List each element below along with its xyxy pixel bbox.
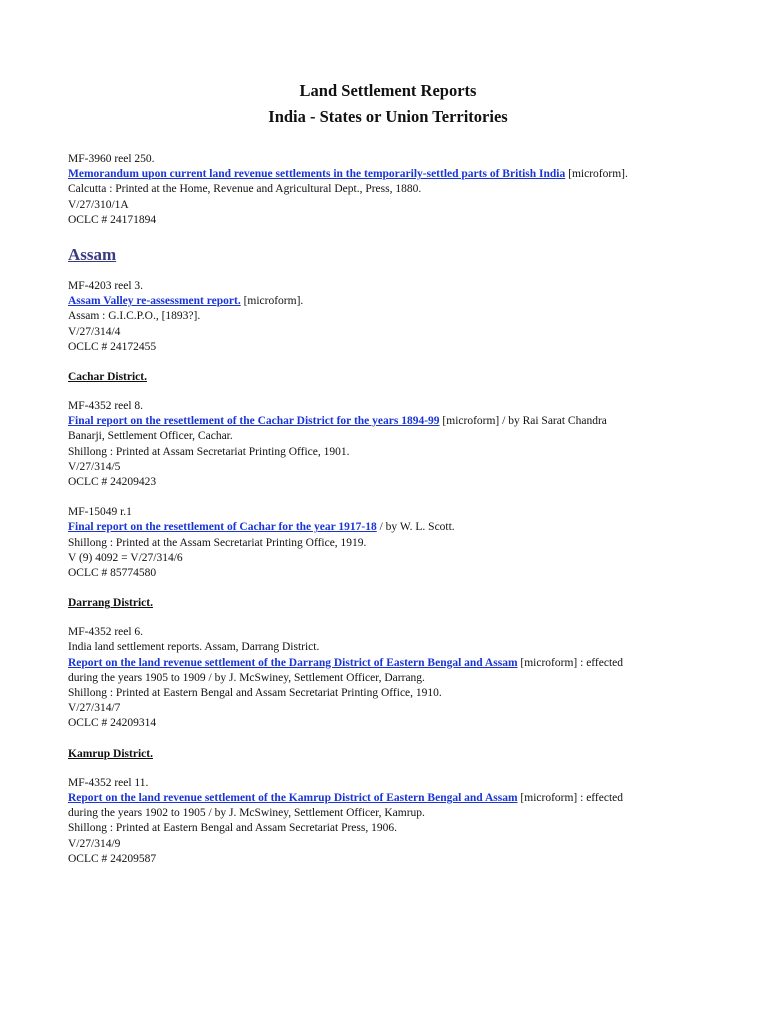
record-title-link[interactable]: Memorandum upon current land revenue settlements in the temporarily-settled parts of British India [68,168,566,181]
subheading-kamrup: Kamrup District. [68,747,153,760]
record-title-link[interactable]: Assam Valley re-assessment report. [68,295,241,308]
shelfmark: V/27/314/7 [68,702,121,715]
page-subtitle: India - States or Union Territories [268,107,508,126]
format-note: / by W. L. Scott. [376,521,455,534]
title-line [68,791,708,806]
shelfmark: V/27/314/4 [68,325,121,338]
call-number: MF-3960 reel 250. [68,153,155,165]
format-note: [microform] / by Rai Sarat Chandra [439,415,607,428]
oclc-number: OCLC # 24209314 [68,717,157,730]
subheading-cachar: Cachar District. [68,371,147,384]
title-line [68,414,708,429]
title-line [68,656,708,671]
shelfmark: V/27/314/5 [68,460,121,473]
call-number: MF-4352 reel 6. [68,626,144,639]
oclc-number: OCLC # 24171894 [68,213,157,226]
record-assam-valley [68,279,708,355]
title-block [68,78,708,130]
title-line [68,520,708,535]
imprint: Shillong : Printed at Eastern Bengal and Assam Secretariat Press, 1906. [68,822,397,835]
title-line [68,167,708,182]
imprint: Shillong : Printed at Eastern Bengal and Assam Secretariat Printing Office, 1910. [68,687,442,700]
title-line [68,294,708,309]
record-darrang [68,625,708,731]
oclc-number: OCLC # 24172455 [68,340,157,353]
title-continuation: Banarji, Settlement Officer, Cachar. [68,430,233,443]
imprint: Assam : G.I.C.P.O., [1893?]. [68,310,201,323]
shelfmark: V (9) 4092 = V/27/314/6 [68,551,183,564]
record-cachar-1917 [68,505,708,581]
imprint: Shillong : Printed at the Assam Secretariat Printing Office, 1919. [68,536,367,549]
record-title-link[interactable]: Report on the land revenue settlement of the Darrang District of Eastern Bengal and Assam [68,656,518,669]
format-note: [microform] : effected [517,656,624,669]
title-continuation: during the years 1905 to 1909 / by J. McSwiney, Settlement Officer, Darrang. [68,671,425,684]
record-title-link[interactable]: Final report on the resettlement of the Cachar District for the years 1894-99 [68,415,440,428]
format-note: [microform] : effected [517,791,624,804]
document-page [68,78,708,882]
call-number: MF-4352 reel 11. [68,776,149,789]
series-statement: India land settlement reports. Assam, Darrang District. [68,641,320,654]
title-continuation: during the years 1902 to 1905 / by J. McSwiney, Settlement Officer, Kamrup. [68,807,425,820]
format-note: [microform]. [565,168,628,181]
imprint: Shillong : Printed at Assam Secretariat Printing Office, 1901. [68,445,350,458]
record-title-link[interactable]: Final report on the resettlement of Cachar for the year 1917-18 [68,521,377,534]
oclc-number: OCLC # 24209423 [68,476,157,489]
record-title-link[interactable]: Report on the land revenue settlement of the Kamrup District of Eastern Bengal and Assam [68,791,518,804]
shelfmark: V/27/310/1A [68,198,129,211]
shelfmark: V/27/314/9 [68,837,121,850]
imprint: Calcutta : Printed at the Home, Revenue and Agricultural Dept., Press, 1880. [68,183,422,196]
oclc-number: OCLC # 85774580 [68,567,157,580]
call-number: MF-4352 reel 8. [68,400,144,413]
call-number: MF-4203 reel 3. [68,280,144,293]
page-title: Land Settlement Reports [299,81,477,100]
record-memorandum [68,152,708,228]
format-note: [microform]. [240,295,304,308]
record-kamrup [68,776,708,867]
subheading-darrang: Darrang District. [68,597,153,610]
record-cachar-1894 [68,399,708,490]
oclc-number: OCLC # 24209587 [68,852,157,865]
section-heading-assam: Assam [68,245,117,265]
call-number: MF-15049 r.1 [68,506,132,519]
